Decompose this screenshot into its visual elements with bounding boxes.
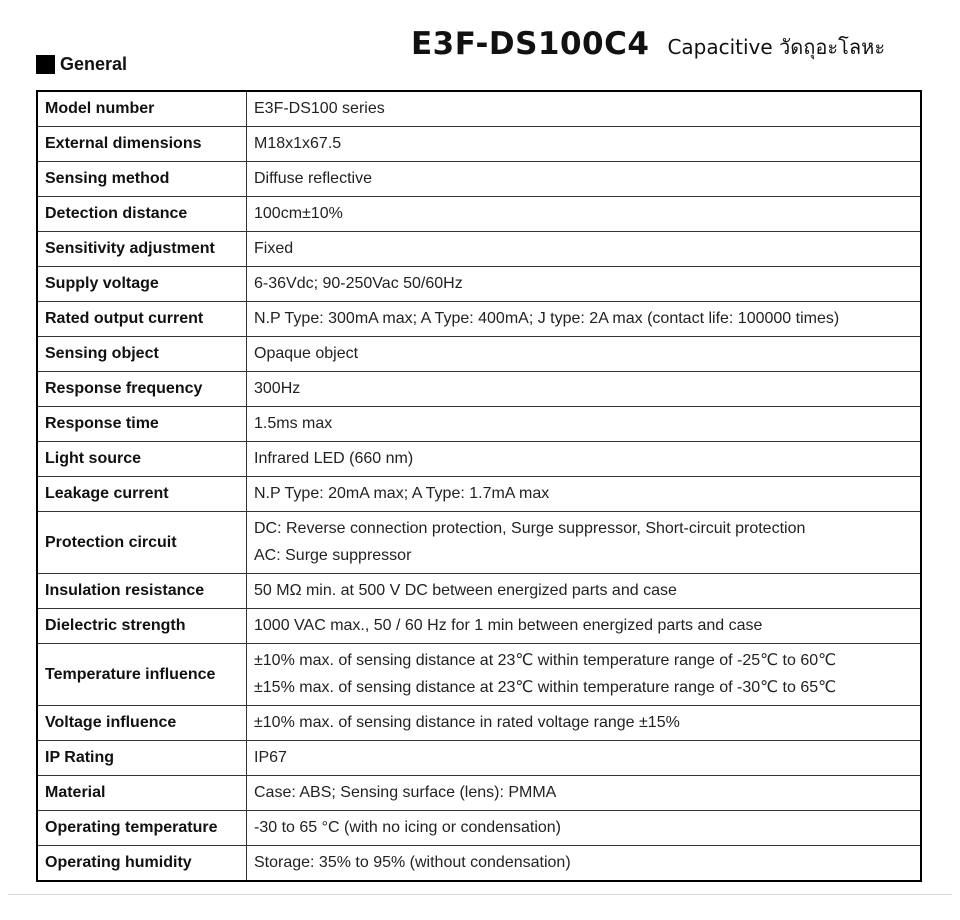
spec-value-line: ±10% max. of sensing distance in rated voltage range ±15% [254, 714, 680, 731]
table-row [37, 337, 921, 372]
table-row [37, 574, 921, 609]
spec-value-line: Fixed [254, 240, 294, 257]
spec-label: Sensitivity adjustment [37, 232, 247, 267]
table-row [37, 91, 921, 127]
spec-value-line: E3F-DS100 series [254, 100, 385, 117]
table-row [37, 232, 921, 267]
table-row [37, 846, 921, 882]
spec-value-line: 1.5ms max [254, 415, 333, 432]
spec-label: Detection distance [37, 197, 247, 232]
table-row [37, 302, 921, 337]
table-row [37, 372, 921, 407]
spec-value [247, 407, 922, 442]
spec-label: Rated output current [37, 302, 247, 337]
spec-value [247, 91, 922, 127]
section-heading [36, 54, 127, 75]
spec-value [247, 741, 922, 776]
spec-value [247, 477, 922, 512]
spec-value-line: Case: ABS; Sensing surface (lens): PMMA [254, 784, 557, 801]
spec-value-line: Diffuse reflective [254, 170, 372, 187]
spec-value [247, 162, 922, 197]
spec-value [247, 609, 922, 644]
spec-value [247, 267, 922, 302]
spec-label: Sensing method [37, 162, 247, 197]
spec-table-body [37, 91, 921, 881]
spec-label: Insulation resistance [37, 574, 247, 609]
spec-label: External dimensions [37, 127, 247, 162]
section-title: General [60, 54, 128, 74]
spec-label: Light source [37, 442, 247, 477]
spec-value [247, 232, 922, 267]
spec-value-line: AC: Surge suppressor [254, 547, 412, 564]
square-bullet-icon [36, 55, 55, 74]
spec-value-line: IP67 [254, 749, 287, 766]
spec-label: Dielectric strength [37, 609, 247, 644]
spec-value-line: 300Hz [254, 380, 301, 397]
spec-value-line: ±10% max. of sensing distance at 23℃ within temperature range of -25℃ to 60℃ [254, 652, 837, 669]
product-subtitle: Capacitive วัดถุอะโลหะ [667, 35, 886, 59]
spec-value-line: Storage: 35% to 95% (without condensation) [254, 854, 571, 871]
spec-value [247, 574, 922, 609]
table-row [37, 811, 921, 846]
spec-value-line: 6-36Vdc; 90-250Vac 50/60Hz [254, 275, 463, 292]
spec-table [36, 90, 922, 882]
spec-label: Operating temperature [37, 811, 247, 846]
spec-value-line: DC: Reverse connection protection, Surge suppressor, Short-circuit protection [254, 520, 806, 537]
spec-value [247, 644, 922, 706]
spec-label: Protection circuit [37, 512, 247, 574]
spec-label: Model number [37, 91, 247, 127]
table-row [37, 776, 921, 811]
table-row [37, 442, 921, 477]
table-row [37, 609, 921, 644]
table-row [37, 127, 921, 162]
spec-label: Response frequency [37, 372, 247, 407]
spec-value [247, 197, 922, 232]
spec-value-line: 1000 VAC max., 50 / 60 Hz for 1 min between energized parts and case [254, 617, 763, 634]
table-row [37, 162, 921, 197]
table-row [37, 512, 921, 574]
spec-value-line: Infrared LED (660 nm) [254, 450, 414, 467]
table-row [37, 477, 921, 512]
spec-value-line: 100cm±10% [254, 205, 343, 222]
spec-value-line: N.P Type: 20mA max; A Type: 1.7mA max [254, 485, 550, 502]
bottom-divider [8, 894, 952, 895]
spec-label: IP Rating [37, 741, 247, 776]
spec-value [247, 512, 922, 574]
spec-value [247, 127, 922, 162]
table-row [37, 741, 921, 776]
spec-label: Operating humidity [37, 846, 247, 882]
spec-value-line: N.P Type: 300mA max; A Type: 400mA; J type: 2A max (contact life: 100000 times) [254, 310, 840, 327]
spec-value [247, 442, 922, 477]
spec-label: Sensing object [37, 337, 247, 372]
spec-value [247, 372, 922, 407]
product-title: E3F-DS100C4 [411, 26, 650, 62]
spec-label: Leakage current [37, 477, 247, 512]
spec-value [247, 302, 922, 337]
spec-value [247, 706, 922, 741]
table-row [37, 407, 921, 442]
spec-value-line: -30 to 65 °C (with no icing or condensation) [254, 819, 562, 836]
spec-label: Response time [37, 407, 247, 442]
spec-value [247, 776, 922, 811]
spec-label: Supply voltage [37, 267, 247, 302]
spec-value-line: Opaque object [254, 345, 359, 362]
table-row [37, 197, 921, 232]
table-row [37, 644, 921, 706]
spec-value [247, 811, 922, 846]
spec-label: Voltage influence [37, 706, 247, 741]
spec-value [247, 337, 922, 372]
table-row [37, 706, 921, 741]
product-title-block [411, 26, 885, 63]
spec-label: Temperature influence [37, 644, 247, 706]
table-row [37, 267, 921, 302]
spec-value [247, 846, 922, 882]
spec-value-line: 50 MΩ min. at 500 V DC between energized parts and case [254, 582, 677, 599]
spec-value-line: M18x1x67.5 [254, 135, 342, 152]
spec-value-line: ±15% max. of sensing distance at 23℃ within temperature range of -30℃ to 65℃ [254, 679, 837, 696]
spec-label: Material [37, 776, 247, 811]
